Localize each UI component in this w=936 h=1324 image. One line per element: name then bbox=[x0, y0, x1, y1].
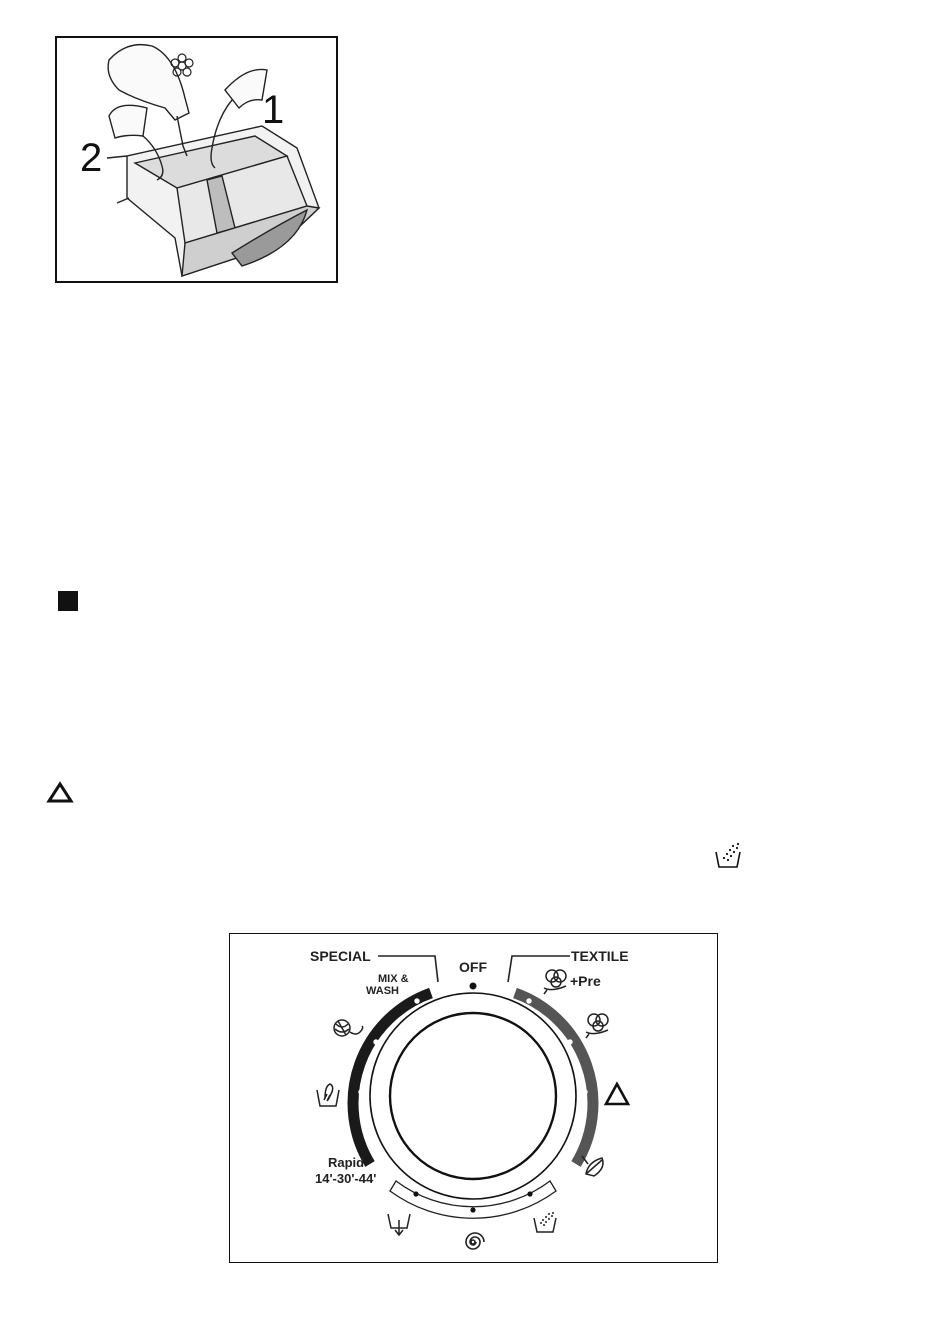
rapid-label-line1: Rapid bbox=[328, 1155, 365, 1170]
delicates-feather-icon bbox=[582, 1156, 603, 1176]
callout-2: 2 bbox=[80, 136, 103, 180]
mix-wash-label-line2: WASH bbox=[366, 985, 399, 997]
rinse-icon bbox=[534, 1212, 556, 1232]
group-label-special: SPECIAL bbox=[310, 948, 371, 964]
cotton-pre-label: +Pre bbox=[570, 973, 601, 989]
wool-yarn-icon bbox=[334, 1020, 363, 1036]
drawer-drawing bbox=[107, 126, 319, 276]
dot-cotton-pre bbox=[526, 998, 531, 1003]
group-label-textile: TEXTILE bbox=[571, 948, 629, 964]
dot-rapid bbox=[371, 1139, 376, 1144]
cotton-icon bbox=[586, 1014, 608, 1038]
dot-drain bbox=[413, 1191, 418, 1196]
dot-rinse bbox=[527, 1191, 532, 1196]
off-label: OFF bbox=[459, 959, 487, 975]
dot-cotton bbox=[567, 1039, 572, 1044]
textile-bracket bbox=[508, 956, 570, 982]
drain-icon bbox=[388, 1214, 410, 1235]
spin-icon bbox=[466, 1233, 484, 1249]
square-bullet-icon bbox=[58, 591, 78, 611]
callout-1: 1 bbox=[262, 88, 285, 132]
off-position-dot bbox=[470, 983, 477, 990]
mix-wash-label-line1: MIX & bbox=[378, 973, 409, 985]
dot-mix-wash bbox=[414, 998, 419, 1003]
dot-wool bbox=[373, 1039, 378, 1044]
dot-spin bbox=[470, 1207, 475, 1212]
detergent-drawer-illustration bbox=[55, 36, 338, 283]
dot-synthetics bbox=[582, 1089, 587, 1094]
knob-inner-ring bbox=[390, 1013, 556, 1179]
cotton-prewash-icon bbox=[544, 970, 566, 994]
programme-dial-panel bbox=[229, 933, 718, 1263]
dot-hand-wash bbox=[358, 1089, 363, 1094]
rinse-spray-icon bbox=[713, 842, 743, 870]
rapid-label-line2: 14'-30'-44' bbox=[315, 1171, 377, 1186]
softener-bottle-drawing bbox=[108, 45, 189, 156]
synthetics-triangle-icon bbox=[606, 1084, 628, 1104]
dot-delicates bbox=[569, 1139, 574, 1144]
triangle-warning-icon bbox=[46, 781, 74, 803]
hand-wash-icon bbox=[317, 1084, 339, 1106]
